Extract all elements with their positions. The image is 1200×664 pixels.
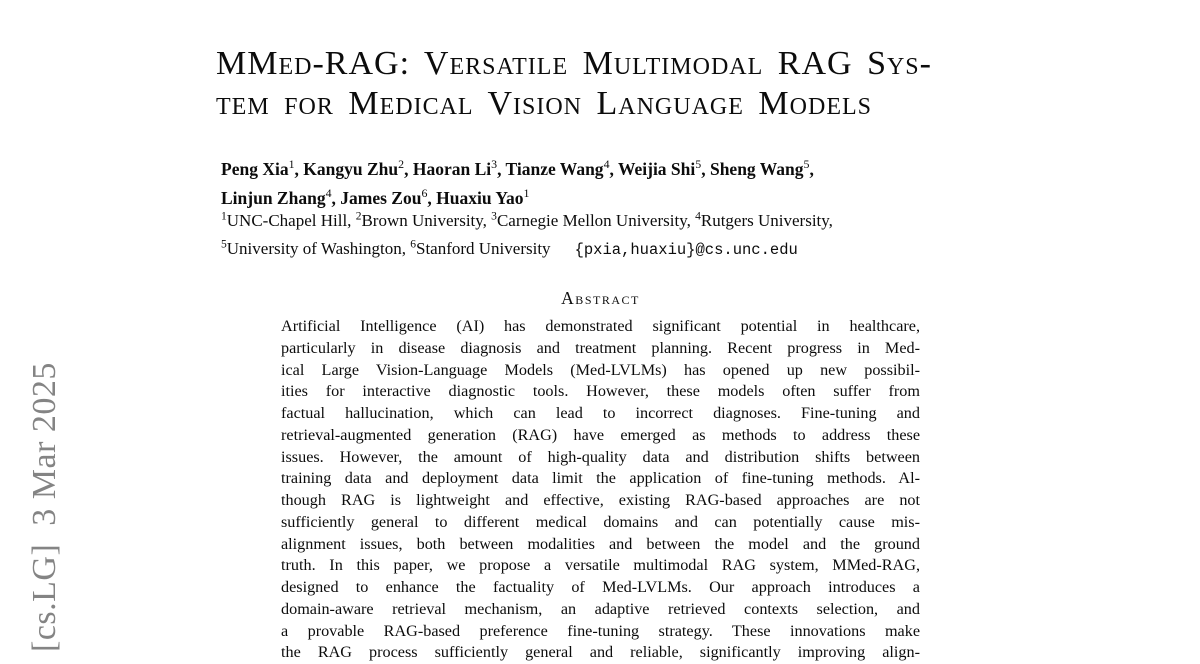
author-affiliation-sup: 6 — [421, 185, 428, 200]
abstract-text — [281, 316, 920, 664]
affiliation-list — [221, 204, 833, 262]
abstract-line: alignment issues, both between modalities and between the model and the ground — [281, 534, 920, 553]
author-affiliation-sup: 2 — [398, 157, 405, 171]
paper-title-line1: MMed-RAG: Versatile Multimodal RAG Sys- — [216, 45, 932, 82]
author-affiliation-sup: 1 — [523, 185, 530, 200]
author-affiliation-sup: 5 — [803, 157, 810, 171]
abstract-line: domain-aware retrieval mechanism, an adaptive retrieved contexts selection, and — [281, 599, 920, 618]
author-affiliation-sup: 3 — [491, 157, 498, 171]
abstract-line: Artificial Intelligence (AI) has demonstrated significant potential in healthcare, — [281, 317, 920, 335]
affiliation: $^1$UNC-Chapel Hill, — [221, 209, 356, 230]
abstract-line: retrieval-augmented generation (RAG) have emerged as methods to address these — [281, 425, 920, 444]
abstract-line: particularly in disease diagnosis and treatment planning. Recent progress in Med- — [281, 338, 920, 357]
abstract-heading: Abstract — [561, 288, 640, 308]
author-list — [221, 152, 814, 210]
author-affiliation-sup: 1 — [288, 157, 295, 171]
author: Haoran Li$^3$, — [412, 157, 506, 179]
author: Sheng Wang$^5$, — [709, 157, 814, 179]
abstract-line: a provable RAG-based preference fine-tuning strategy. These innovations make — [281, 621, 920, 640]
affiliation: $^5$University of Washington, — [221, 237, 411, 258]
author: Kangyu Zhu$^2$, — [303, 157, 413, 179]
abstract-line: training data and deployment data limit the application of fine-tuning methods. Al- — [281, 469, 920, 488]
affiliation: $^3$Carnegie Mellon University, — [491, 209, 696, 230]
author-affiliation-sup: 4 — [603, 157, 610, 171]
abstract-line: truth. In this paper, we propose a versatile multimodal RAG system, MMed-RAG, — [281, 556, 920, 575]
abstract-line: ities for interactive diagnostic tools. However, these models often suffer from — [281, 382, 920, 401]
abstract-line: ical Large Vision-Language Models (Med-LVLMs) has opened up new possibil- — [281, 360, 920, 379]
contact-email: {pxia,huaxiu}@cs.unc.edu — [574, 240, 798, 259]
abstract-line: though RAG is lightweight and effective, existing RAG-based approaches are not — [281, 491, 920, 509]
author: Tianze Wang$^4$, — [505, 157, 618, 179]
affiliation: $^6$Stanford University — [410, 237, 551, 258]
affiliation: $^2$Brown University, — [355, 209, 492, 230]
author: Linjun Zhang$^4$, — [221, 185, 341, 208]
author: Huaxiu Yao$^1$ — [436, 185, 530, 208]
abstract-line: the RAG process sufficiently general and reliable, significantly improving align- — [281, 643, 920, 662]
affiliation: $^4$Rutgers University, — [695, 209, 833, 230]
abstract-line: sufficiently general to different medical domains and can potentially cause mis- — [281, 512, 920, 531]
author: Peng Xia$^1$, — [221, 157, 304, 179]
author-affiliation-sup: 5 — [695, 157, 702, 171]
author: Weijia Shi$^5$, — [617, 157, 710, 179]
author: James Zou$^6$, — [340, 185, 437, 208]
abstract-line: issues. However, the amount of high-quality data and distribution shifts between — [281, 447, 920, 466]
abstract-line: designed to enhance the factuality of Med-LVLMs. Our approach introduces a — [281, 578, 920, 596]
paper-title-line2: tem for Medical Vision Language Models — [216, 85, 872, 122]
paper-title — [216, 44, 932, 124]
arxiv-watermark: [cs.LG] 3 Mar 2025 — [26, 362, 63, 652]
author-affiliation-sup: 4 — [325, 185, 332, 200]
abstract-line: factual hallucination, which can lead to incorrect diagnoses. Fine-tuning and — [281, 404, 920, 422]
